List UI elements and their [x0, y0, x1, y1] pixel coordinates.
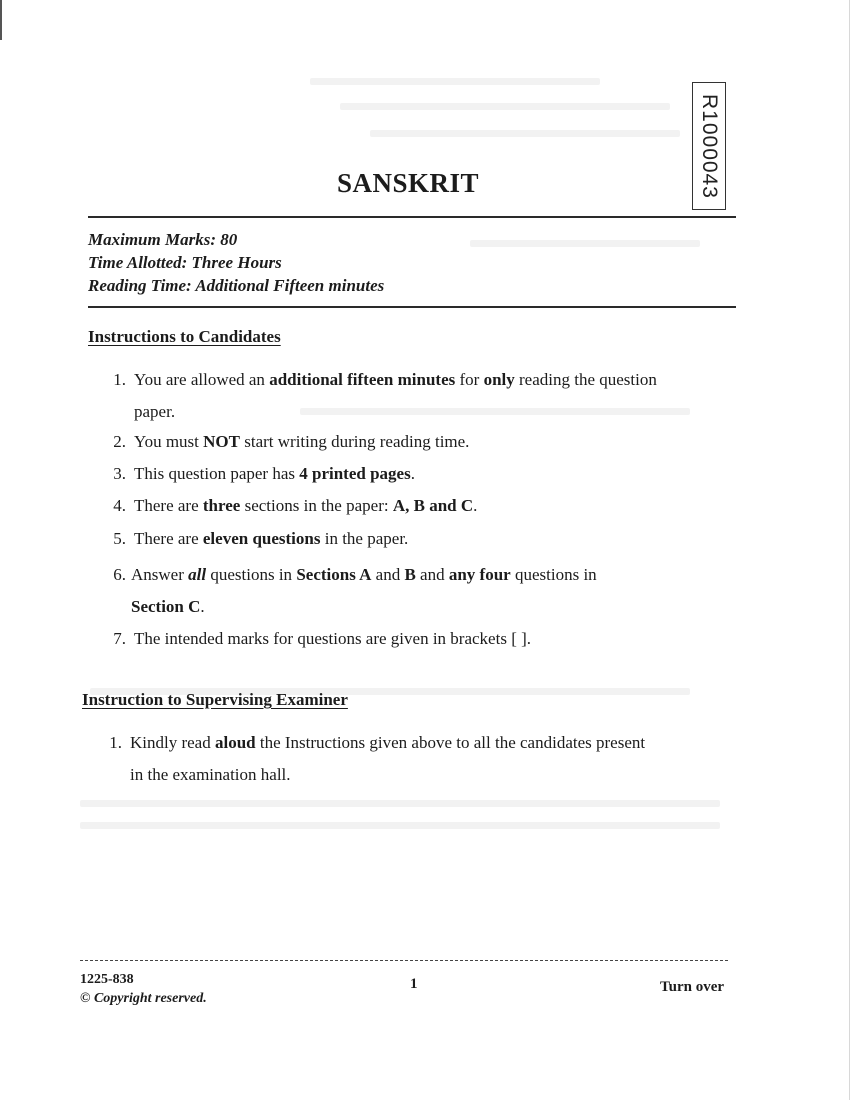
item-number: 2.: [113, 432, 126, 451]
item-number: 1.: [113, 370, 126, 389]
time-allotted: Time Allotted: Three Hours: [88, 253, 282, 272]
bleed-through-mark: [310, 78, 600, 85]
item-number: 1.: [109, 733, 122, 752]
footer-divider: [80, 960, 728, 961]
candidates-instructions-heading: Instructions to Candidates: [88, 327, 281, 346]
max-marks: Maximum Marks: 80: [88, 230, 238, 249]
serial-number: R1000043: [698, 93, 721, 199]
scan-edge-mark: [0, 0, 2, 40]
item-number: 5.: [113, 529, 126, 548]
item-number: 3.: [113, 464, 126, 483]
bleed-through-mark: [80, 800, 720, 807]
title-divider: [88, 216, 736, 218]
bleed-through-mark: [470, 240, 700, 247]
item-number: 4.: [113, 496, 126, 515]
supervisor-instructions-heading: Instruction to Supervising Examiner: [82, 690, 348, 709]
paper-code: 1225-838: [80, 972, 134, 987]
bleed-through-mark: [370, 130, 680, 137]
copyright-notice: © Copyright reserved.: [80, 991, 207, 1006]
item-number: 7.: [113, 629, 126, 648]
bleed-through-mark: [80, 822, 720, 829]
meta-divider: [88, 306, 736, 308]
turn-over-label: Turn over: [660, 979, 725, 995]
item-number: 6.: [113, 565, 126, 584]
reading-time: Reading Time: Additional Fifteen minutes: [88, 276, 385, 295]
subject-title: SANSKRIT: [337, 168, 480, 198]
bleed-through-mark: [340, 103, 670, 110]
page-number: 1: [410, 976, 418, 992]
serial-number-box: [692, 82, 726, 210]
exam-meta: [88, 228, 384, 297]
